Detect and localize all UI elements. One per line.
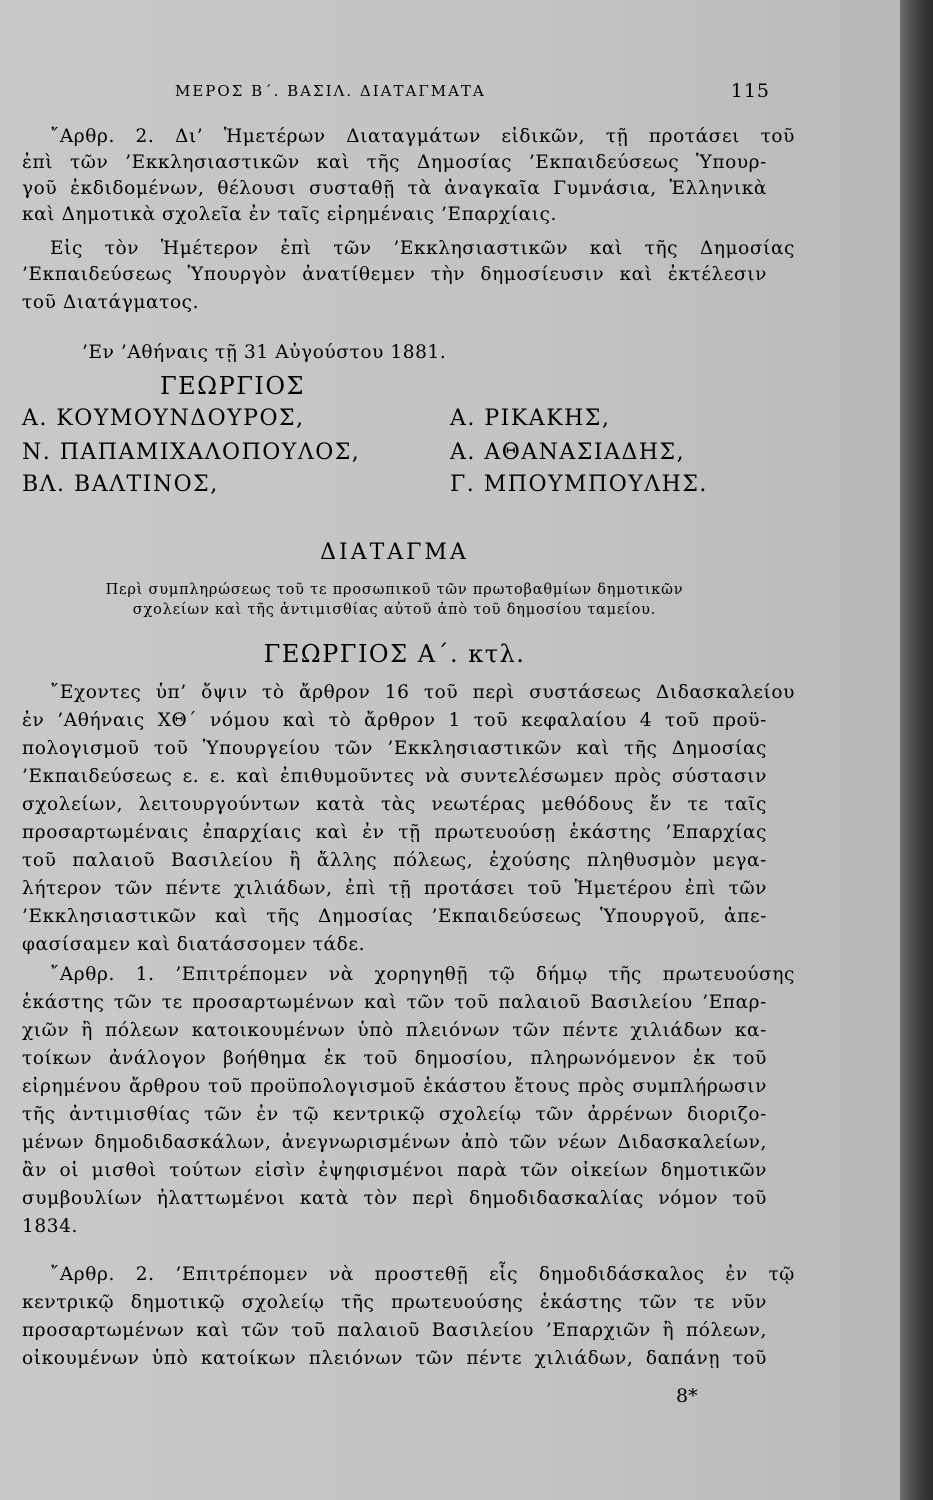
signatory-left-3: ΒΛ. ΒΑΛΤΙΝΟΣ, — [22, 472, 219, 497]
decree-title: ΔΙΑΤΑΓΜΑ — [320, 540, 469, 565]
text-line: εἰρημένου ἄρθρου τοῦ προϋπολογισμοῦ ἑκάστου ἔτους πρὸς συμπλήρωσιν — [22, 1076, 767, 1097]
page-number: 115 — [730, 80, 770, 102]
king-signature: ΓΕΩΡΓΙΟΣ — [160, 372, 305, 400]
text-line: ’Εκπαιδεύσεως ε. ε. καὶ ἐπιθυμοῦντες νὰ συντελέσωμεν πρὸς σύστασιν — [22, 766, 767, 787]
text-line: ἐν ’Αθήναις ΧΘ΄ νόμου καὶ τὸ ἄρθρον 1 τοῦ κεφαλαίου 4 τοῦ προϋ- — [22, 710, 767, 731]
signatory-left-2: Ν. ΠΑΠΑΜΙΧΑΛΟΠΟΥΛΟΣ, — [22, 440, 361, 465]
signatory-right-3: Γ. ΜΠΟΥΜΠΟΥΛΗΣ. — [450, 472, 708, 497]
decree-king-line: ΓΕΩΡΓΙΟΣ Α΄. κτλ. — [263, 640, 526, 668]
text-line: τοίκων ἀνάλογον βοήθημα ἐκ τοῦ δημοσίου, πληρωνόμενον ἐκ τοῦ — [22, 1048, 767, 1069]
text-line: ἑκάστης τῶν τε προσαρτωμένων καὶ τῶν τοῦ παλαιοῦ Βασιλείου ’Επαρ- — [22, 992, 767, 1013]
text-line: τοῦ παλαιοῦ Βασιλείου ἢ ἄλλης πόλεως, ἐχούσης πληθυσμὸν μεγα- — [22, 850, 767, 871]
signatory-left-1: Α. ΚΟΥΜΟΥΝΔΟΥΡΟΣ, — [22, 406, 305, 431]
text-line: Εἰς τὸν Ἡμέτερον ἐπὶ τῶν ’Εκκλησιαστικῶν καὶ τῆς Δημοσίας — [50, 238, 795, 259]
text-line: σχολείων, λειτουργούντων κατὰ τὰς νεωτέρας μεθόδους ἔν τε ταῖς — [22, 794, 767, 815]
text-line: τοῦ Διατάγματος. — [22, 292, 200, 313]
text-line: ῎Αρθρ. 2. Δι’ Ἡμετέρων Διαταγμάτων εἰδικῶν, τῇ προτάσει τοῦ — [50, 126, 795, 147]
text-line: φασίσαμεν καὶ διατάσσομεν τάδε. — [22, 934, 366, 955]
text-line: μένων δημοδιδασκάλων, ἀνεγνωρισμένων ἀπὸ τῶν νέων Διδασκαλείων, — [22, 1132, 767, 1153]
signatory-right-1: Α. ΡΙΚΑΚΗΣ, — [450, 406, 611, 431]
decree-subtitle-line: σχολείων καὶ τῆς ἀντιμισθίας αὐτοῦ ἀπὸ τοῦ δημοσίου ταμείου. — [132, 602, 657, 618]
text-line: τῆς ἀντιμισθίας τῶν ἐν τῷ κεντρικῷ σχολείῳ τῶν ἀρρένων διοριζο- — [22, 1104, 767, 1125]
text-line: πολογισμοῦ τοῦ Ὑπουργείου τῶν ’Εκκλησιαστικῶν καὶ τῆς Δημοσίας — [22, 738, 767, 759]
text-line: προσαρτωμένων καὶ τῶν τοῦ παλαιοῦ Βασιλείου ’Επαρχιῶν ἢ πόλεων, — [22, 1320, 767, 1341]
signatory-right-2: Α. ΑΘΑΝΑΣΙΑΔΗΣ, — [450, 440, 686, 465]
running-title: ΜΕΡΟΣ Β΄. ΒΑΣΙΛ. ΔΙΑΤΑΓΜΑΤΑ — [175, 82, 486, 100]
text-line: γοῦ ἐκδιδομένων, θέλουσι συσταθῇ τὰ ἀναγκαῖα Γυμνάσια, Ἑλληνικὰ — [22, 178, 767, 199]
text-line: κεντρικῷ δημοτικῷ σχολείῳ τῆς πρωτευούσης ἑκάστης τῶν τε νῦν — [22, 1292, 767, 1313]
text-line: ἐπὶ τῶν ’Εκκλησιαστικῶν καὶ τῆς Δημοσίας ’Εκπαιδεύσεως Ὑπουρ- — [22, 152, 767, 173]
text-line: προσαρτωμέναις ἐπαρχίαις καὶ ἐν τῇ πρωτευούσῃ ἑκάστης ’Επαρχίας — [22, 822, 767, 843]
text-line: συμβουλίων ἠλαττωμένοι κατὰ τὸν περὶ δημοδιδασκαλίας νόμον τοῦ — [22, 1188, 767, 1209]
text-line: ’Εκκλησιαστικῶν καὶ τῆς Δημοσίας ’Εκπαιδεύσεως Ὑπουργοῦ, ἀπε- — [22, 906, 767, 927]
page-edge-shadow — [900, 0, 933, 1500]
text-line: χιῶν ἢ πόλεων κατοικουμένων ὑπὸ πλειόνων τῶν πέντε χιλιάδων κα- — [22, 1020, 767, 1041]
signature-mark: 8* — [676, 1385, 698, 1407]
text-line: ἂν οἱ μισθοὶ τούτων εἰσὶν ἐψηφισμένοι παρὰ τῶν οἰκείων δημοτικῶν — [22, 1160, 767, 1181]
text-line: καὶ Δημοτικὰ σχολεῖα ἐν ταῖς εἰρημέναις ’Επαρχίαις. — [22, 204, 558, 225]
text-line: ’Εκπαιδεύσεως Ὑπουργὸν ἀνατίθεμεν τὴν δημοσίευσιν καὶ ἐκτέλεσιν — [22, 264, 767, 285]
text-line: οἰκουμένων ὑπὸ κατοίκων πλειόνων τῶν πέντε χιλιάδων, δαπάνῃ τοῦ — [22, 1348, 767, 1369]
text-line: ῎Αρθρ. 1. ’Επιτρέπομεν νὰ χορηγηθῇ τῷ δήμῳ τῆς πρωτευούσης — [50, 964, 795, 985]
decree-subtitle-line: Περὶ συμπληρώσεως τοῦ τε προσωπικοῦ τῶν πρωτοβαθμίων δημοτικῶν — [105, 582, 684, 598]
text-line: ῎Εχοντες ὑπ’ ὄψιν τὸ ἄρθρον 16 τοῦ περὶ συστάσεως Διδασκαλείου — [50, 682, 795, 703]
text-line: λήτερον τῶν πέντε χιλιάδων, ἐπὶ τῇ προτάσει τοῦ Ἡμετέρου ἐπὶ τῶν — [22, 878, 767, 899]
text-line: ῎Αρθρ. 2. ’Επιτρέπομεν νὰ προστεθῇ εἷς δημοδιδάσκαλος ἐν τῷ — [50, 1264, 795, 1285]
page-header — [175, 82, 770, 110]
text-line: 1834. — [22, 1216, 78, 1237]
date-line: ’Εν ’Αθήναις τῇ 31 Αὐγούστου 1881. — [82, 342, 447, 363]
